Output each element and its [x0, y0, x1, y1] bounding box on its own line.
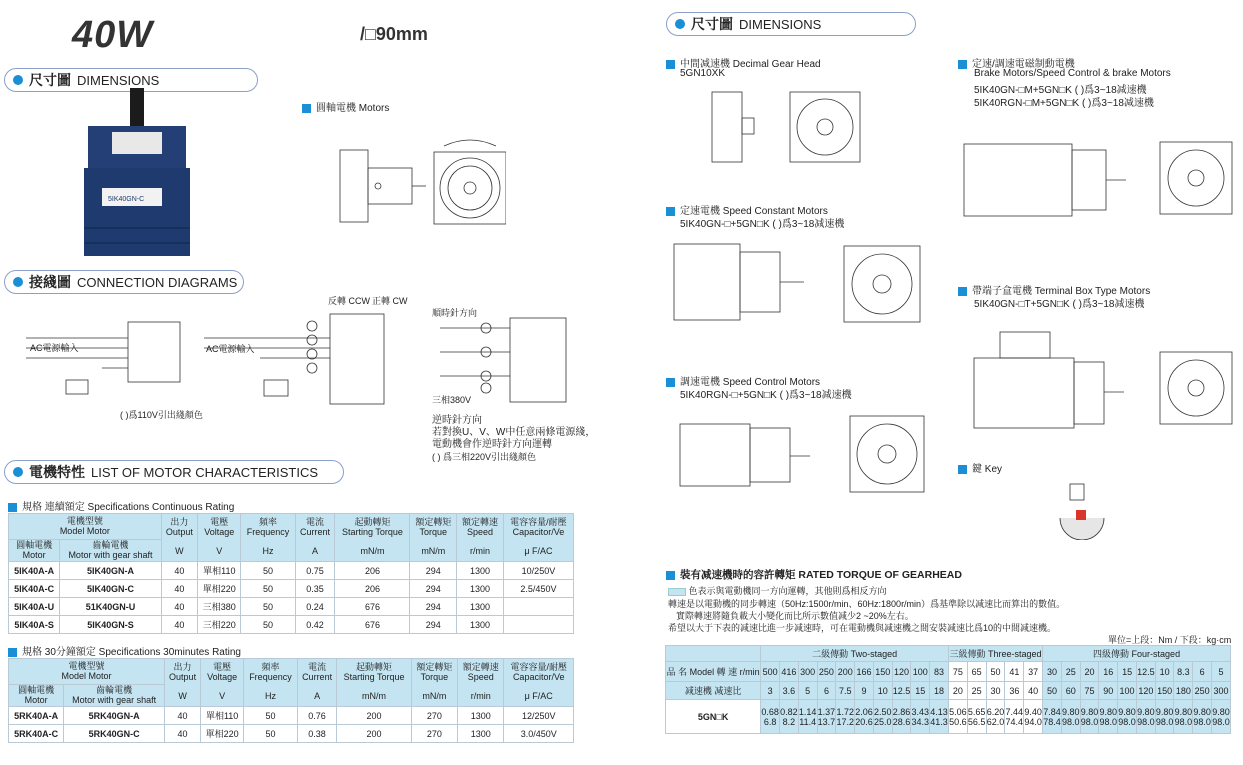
torque-cell — [1061, 700, 1080, 734]
torque-kgcm: 74.4 — [1005, 716, 1024, 727]
table-cell: 三相380 — [198, 598, 241, 616]
torque-cell — [873, 700, 892, 734]
torque-cell — [836, 700, 855, 734]
pill-en: DIMENSIONS — [77, 72, 160, 88]
torque-kgcm: 28.6 — [892, 716, 911, 727]
torque-kgcm: 6.8 — [763, 716, 777, 727]
torque-nm: 5.65 — [967, 706, 986, 717]
ratio-cell: 120 — [1136, 682, 1155, 700]
torque-nm: 9.80 — [1212, 706, 1230, 717]
speed-cell: 166 — [855, 662, 874, 682]
connection-diagram-single-phase — [22, 318, 182, 402]
torque-nm: 9.80 — [1099, 706, 1118, 717]
torque-nm: 9.40 — [1024, 706, 1042, 717]
square-bullet-icon — [666, 60, 675, 69]
table-cell: 200 — [337, 707, 411, 725]
torque-nm: 1.37 — [817, 706, 836, 717]
ratio-cell: 60 — [1061, 682, 1080, 700]
table-cell: 0.76 — [297, 707, 337, 725]
table-cell: 5IK40A-S — [9, 616, 60, 634]
torque-cell — [1136, 700, 1155, 734]
table-cell: 200 — [337, 725, 411, 743]
bullet-icon — [13, 277, 23, 287]
torque-nm: 6.20 — [986, 706, 1005, 717]
speed-cell: 41 — [1005, 662, 1024, 682]
torque-kgcm: 8.2 — [782, 716, 796, 727]
ratio-cell: 250 — [1193, 682, 1212, 700]
table-cell: 294 — [410, 562, 457, 580]
torque-note-1: 色表示與電動機同一方向運轉，其他則爲相反方向 — [668, 584, 887, 597]
table-cell: 40 — [161, 562, 197, 580]
speed-cell: 6 — [1193, 662, 1212, 682]
speed-cell: 15 — [1118, 662, 1137, 682]
round-shaft-label: 圓軸電機 Motors — [302, 99, 389, 114]
torque-cell — [892, 700, 911, 734]
torque-nm: 9.80 — [1174, 706, 1193, 717]
ratio-cell: 3 — [761, 682, 780, 700]
table-row — [9, 562, 574, 580]
table-row — [9, 707, 574, 725]
bullet-icon — [675, 19, 685, 29]
torque-nm: 1.14 — [798, 706, 817, 717]
torque-cell — [1005, 700, 1024, 734]
ratio-cell: 18 — [930, 682, 949, 700]
table-cell: 5IK40A-C — [9, 580, 60, 598]
table-cell: 206 — [335, 562, 410, 580]
torque-kgcm: 98.0 — [1080, 716, 1099, 727]
speed-cell: 20 — [1080, 662, 1099, 682]
bullet-icon — [13, 467, 23, 477]
speed-cell: 16 — [1099, 662, 1118, 682]
torque-cell — [986, 700, 1005, 734]
table-cell: 單相220 — [201, 725, 244, 743]
table-cell: 5IK40GN-S — [60, 616, 161, 634]
table-cell: 5IK40GN-C — [60, 580, 161, 598]
torque-unit: 單位=上段：Nm / 下段：kg·cm — [1108, 635, 1232, 645]
speed-cell: 150 — [873, 662, 892, 682]
table-row — [9, 598, 574, 616]
motor-nameplate: 5IK40GN-C — [108, 196, 145, 203]
table-row — [9, 580, 574, 598]
reverse-note-3: ( ) 爲三相220V引出綫顏色 — [432, 452, 537, 462]
ratio-cell: 75 — [1080, 682, 1099, 700]
table-row — [9, 725, 574, 743]
continuous-title: 規格 連續額定 Specifications Continuous Rating — [8, 498, 234, 513]
ratio-cell: 36 — [1005, 682, 1024, 700]
torque-cell — [817, 700, 836, 734]
ratio-cell: 6 — [817, 682, 836, 700]
torque-cell — [967, 700, 986, 734]
square-bullet-icon — [8, 503, 17, 512]
torque-cell — [911, 700, 930, 734]
torque-nm: 9.80 — [1137, 706, 1155, 717]
ratio-cell: 12.5 — [892, 682, 911, 700]
group-two-stage: 二級傳動 Two-staged — [761, 646, 949, 662]
speed-cell: 250 — [817, 662, 836, 682]
square-bullet-icon — [666, 378, 675, 387]
speed-cell: 300 — [798, 662, 817, 682]
table-cell: 40 — [164, 725, 200, 743]
torque-table — [665, 645, 1231, 734]
table-cell: 676 — [335, 616, 410, 634]
table-cell: 50 — [241, 580, 295, 598]
table-cell: 5RK40A-C — [9, 725, 64, 743]
ratio-cell: 25 — [967, 682, 986, 700]
table-cell: 1300 — [457, 616, 504, 634]
torque-cell — [855, 700, 874, 734]
decimal-head-model: 5GN10XK — [680, 68, 726, 79]
terminal-box-drawing — [960, 322, 1240, 442]
speed-control-title: 調速電機 Speed Control Motors — [666, 373, 820, 388]
wire-color-note: ( )爲110V引出綫顏色 — [120, 410, 203, 420]
table-cell: 三相220 — [198, 616, 241, 634]
table-cell: 0.75 — [295, 562, 335, 580]
gearhead-model: 5GN□K — [666, 700, 761, 734]
torque-kgcm: 50.6 — [949, 716, 967, 727]
torque-nm: 9.80 — [1118, 706, 1136, 717]
torque-kgcm: 98.0 — [1212, 716, 1230, 727]
table-cell: 5IK40A-A — [9, 562, 60, 580]
torque-cell — [1099, 700, 1118, 734]
torque-nm: 2.06 — [855, 706, 873, 717]
round-shaft-drawing — [326, 128, 506, 236]
torque-nm: 9.80 — [1080, 706, 1099, 717]
torque-kgcm: 98.0 — [1193, 716, 1211, 727]
speed-control-model: 5IK40RGN-□+5GN□K ( )爲3~18减速機 — [680, 390, 852, 401]
connection-pill: 接綫圖 CONNECTION DIAGRAMS — [4, 270, 244, 294]
table-cell: 5RK40A-A — [9, 707, 64, 725]
square-bullet-icon — [958, 287, 967, 296]
table-cell: 50 — [244, 725, 298, 743]
three-phase-label: 三相380V — [432, 395, 472, 405]
torque-nm: 9.80 — [1155, 706, 1174, 717]
torque-nm: 9.80 — [1062, 706, 1080, 717]
reverse-note-1: 若對換U、V、W中任意兩條電源綫， — [432, 427, 596, 438]
ratio-cell: 150 — [1155, 682, 1174, 700]
torque-cell — [761, 700, 780, 734]
torque-kgcm: 13.7 — [817, 716, 836, 727]
clockwise-label: 順時針方向 — [432, 308, 478, 318]
table-cell: 40 — [161, 598, 197, 616]
torque-note-3: 實際轉速將隨負載大小變化而比所示數值减少2 ~20%左右。 — [676, 611, 914, 621]
torque-nm: 7.44 — [1005, 706, 1024, 717]
table-cell: 單相110 — [198, 562, 241, 580]
table-cell: 1300 — [457, 598, 504, 616]
speed-cell: 10 — [1155, 662, 1174, 682]
continuous-table: 電機型號 Model Motor 出力 Output W 電壓 Voltage V 頻率 Frequency Hz 電流 Current A 起動轉矩 Starting Torque mN/m 額定轉矩 Torque mN/m 額定轉速 Speed r/min 電容容量/耐壓 Capacitor/Ve μ F/AC 圓軸電機 Motor 齒輪電機 Motor with gear shaft 5IK40A-A 5IK40GN-A 40 單相110 50 0.75 206 294 1300 10/250V 5IK40A-C 5IK40GN-C 40 單相220 50 0.35 206 294 1300 2.5/450V 5IK40A-U 51K40GN-U 40 三相380 50 0.24 676 294 1300 5IK40A-S 5IK40GN-S 40 三相220 50 0.42 676 294 1300 — [8, 513, 574, 634]
table-cell: 294 — [410, 598, 457, 616]
table-cell: 50 — [241, 562, 295, 580]
table-cell: 40 — [161, 580, 197, 598]
forward-label: 正轉 CW — [372, 296, 408, 306]
torque-nm: 2.50 — [873, 706, 892, 717]
reverse-label: 反轉 CCW — [328, 296, 370, 306]
square-bullet-icon — [8, 648, 17, 657]
torque-kgcm: 56.5 — [967, 716, 986, 727]
torque-nm: 2.86 — [892, 706, 911, 717]
torque-cell — [1080, 700, 1099, 734]
torque-kgcm: 11.4 — [799, 716, 817, 727]
table-cell: 5IK40GN-A — [60, 562, 161, 580]
torque-cell — [1043, 700, 1062, 734]
torque-nm: 4.13 — [930, 706, 948, 717]
terminal-box-model: 5IK40GN-□T+5GN□K ( )爲3~18减速機 — [974, 299, 1145, 310]
model-speed-header: 品 名 Model 轉 速 r/min — [666, 662, 761, 682]
table-cell: 270 — [411, 707, 457, 725]
characteristics-pill: 電機特性 LIST OF MOTOR CHARACTERISTICS — [4, 460, 344, 484]
brake-subtitle: Brake Motors/Speed Control & brake Motors — [974, 68, 1171, 79]
torque-cell — [1174, 700, 1193, 734]
table-cell: 1300 — [458, 725, 504, 743]
table-cell: 40 — [161, 616, 197, 634]
terminal-box-title: 帶端子盒電機 Terminal Box Type Motors — [958, 282, 1150, 297]
table-cell — [503, 616, 573, 634]
torque-kgcm: 41.3 — [930, 716, 948, 727]
torque-kgcm: 98.0 — [1137, 716, 1155, 727]
table-cell: 270 — [411, 725, 457, 743]
torque-nm: 0.82 — [780, 706, 798, 717]
ratio-cell: 40 — [1024, 682, 1043, 700]
torque-kgcm: 98.0 — [1099, 716, 1118, 727]
torque-kgcm: 98.0 — [1174, 716, 1193, 727]
torque-note-4: 希望以大于下表的减速比進一步减速時，可在電動機與减速機之間安裝减速比爲10的中間减速機。 — [668, 623, 1057, 633]
torque-kgcm: 98.0 — [1062, 716, 1080, 727]
table-cell: 3.0/450V — [504, 725, 574, 743]
torque-nm: 5.06 — [949, 706, 967, 717]
decimal-head-title: 中間减速機 Decimal Gear Head — [666, 55, 821, 70]
ratio-cell: 30 — [986, 682, 1005, 700]
torque-kgcm: 78.4 — [1043, 716, 1061, 727]
decimal-head-drawing — [700, 88, 870, 180]
table-cell: 40 — [164, 707, 200, 725]
torque-nm: 0.68 — [761, 706, 779, 717]
table-cell: 5RK40GN-A — [64, 707, 165, 725]
thirty-title: 規格 30分鐘額定 Specifications 30minutes Rating — [8, 643, 241, 658]
ratio-cell: 100 — [1118, 682, 1137, 700]
ratio-cell: 7.5 — [836, 682, 855, 700]
speed-cell: 75 — [948, 662, 967, 682]
table-cell: 12/250V — [504, 707, 574, 725]
torque-cell — [1212, 700, 1231, 734]
speed-constant-model: 5IK40GN-□+5GN□K ( )爲3~18减速機 — [680, 219, 845, 230]
square-bullet-icon — [666, 571, 675, 580]
speed-cell: 8.3 — [1174, 662, 1193, 682]
torque-cell — [798, 700, 817, 734]
speed-cell: 100 — [911, 662, 930, 682]
table-cell: 0.42 — [295, 616, 335, 634]
speed-cell: 500 — [761, 662, 780, 682]
torque-kgcm: 62.0 — [986, 716, 1005, 727]
table-row — [9, 616, 574, 634]
torque-cell — [780, 700, 799, 734]
speed-cell: 12.5 — [1136, 662, 1155, 682]
table-cell: 5RK40GN-C — [64, 725, 165, 743]
ratio-cell: 300 — [1212, 682, 1231, 700]
table-cell: 單相220 — [198, 580, 241, 598]
torque-cell — [948, 700, 967, 734]
square-bullet-icon — [666, 207, 675, 216]
table-cell: 294 — [410, 580, 457, 598]
table-cell: 5IK40A-U — [9, 598, 60, 616]
table-cell — [503, 598, 573, 616]
brake-title: 定速/調速電磁制動電機 — [958, 55, 1075, 70]
speed-cell: 5 — [1212, 662, 1231, 682]
speed-constant-drawing — [664, 232, 934, 336]
table-cell: 51K40GN-U — [60, 598, 161, 616]
table-cell: 10/250V — [503, 562, 573, 580]
torque-cell — [1193, 700, 1212, 734]
torque-cell — [1118, 700, 1137, 734]
ratio-cell: 15 — [911, 682, 930, 700]
torque-cell — [1155, 700, 1174, 734]
torque-kgcm: 98.0 — [1155, 716, 1174, 727]
right-dimensions-pill: 尺寸圖 DIMENSIONS — [666, 12, 916, 36]
table-cell: 50 — [241, 616, 295, 634]
ac-input-label-2: AC電源輸入 — [206, 344, 255, 354]
thirty-min-table: 電機型號 Model Motor 出力 Output W 電壓 Voltage V 頻率 Frequency Hz 電流 Current A 起動轉矩 Starting Torque mN/m 額定轉矩 Torque mN/m 額定轉速 Speed r/min 電容容量/耐壓 Capacitor/Ve μ F/AC 圓軸電機 Motor 齒輪電機 Motor with gear shaft 5RK40A-A 5RK40GN-A 40 單相110 50 0.76 200 270 1300 12/250V 5RK40A-C 5RK40GN-C 40 單相220 50 0.38 200 270 1300 3.0/450V — [8, 658, 574, 743]
torque-kgcm: 98.0 — [1118, 716, 1136, 727]
brake-model-1: 5IK40GN-□M+5GN□K ( )爲3~18减速機 — [974, 85, 1147, 96]
table-cell: 50 — [241, 598, 295, 616]
reverse-direction-title: 逆時針方向 — [432, 415, 482, 426]
torque-title: 裝有减速機時的容許轉矩 RATED TORQUE OF GEARHEAD — [666, 567, 962, 582]
speed-cell: 83 — [930, 662, 949, 682]
ratio-cell: 90 — [1099, 682, 1118, 700]
ratio-cell: 50 — [1043, 682, 1062, 700]
square-bullet-icon — [958, 465, 967, 474]
ac-input-label: AC電源輸入 — [30, 343, 79, 353]
ratio-cell: 20 — [948, 682, 967, 700]
torque-kgcm: 17.2 — [836, 716, 854, 727]
brake-model-2: 5IK40RGN-□M+5GN□K ( )爲3~18减速機 — [974, 98, 1154, 109]
group-three-stage: 三級傳動 Three-staged — [948, 646, 1042, 662]
motor-photo — [82, 88, 192, 258]
square-bullet-icon — [958, 60, 967, 69]
torque-nm: 1.72 — [836, 706, 854, 717]
torque-cell — [930, 700, 949, 734]
page-title: 40W — [72, 14, 154, 56]
ratio-cell: 180 — [1174, 682, 1193, 700]
ratio-cell: 3.6 — [780, 682, 799, 700]
table-cell: 206 — [335, 580, 410, 598]
ratio-cell: 10 — [873, 682, 892, 700]
torque-kgcm: 94.0 — [1024, 716, 1042, 727]
torque-kgcm: 34.3 — [911, 716, 930, 727]
speed-cell: 30 — [1043, 662, 1062, 682]
bullet-icon — [13, 75, 23, 85]
ratio-cell: 5 — [798, 682, 817, 700]
square-bullet-icon — [302, 104, 311, 113]
pill-zh: 尺寸圖 — [29, 72, 71, 88]
table-cell: 676 — [335, 598, 410, 616]
table-cell: 294 — [410, 616, 457, 634]
legend-swatch — [668, 588, 686, 596]
brake-drawing — [954, 124, 1234, 252]
table-cell: 單相110 — [201, 707, 244, 725]
torque-note-2: 轉速是以電動機的同步轉速（50Hz:1500r/min、60Hz:1800r/min）爲基準除以减速比而算出的數值。 — [668, 599, 1066, 609]
key-title: 鍵 Key — [958, 460, 1002, 475]
frame-size: /□90mm — [360, 24, 428, 44]
speed-cell: 416 — [780, 662, 799, 682]
reverse-note-2: 電動機會作逆時針方向運轉 — [432, 439, 552, 450]
torque-kgcm: 20.6 — [855, 716, 873, 727]
torque-nm: 9.80 — [1193, 706, 1211, 717]
speed-cell: 200 — [836, 662, 855, 682]
table-cell: 1300 — [457, 580, 504, 598]
table-cell: 0.38 — [297, 725, 337, 743]
speed-constant-title: 定速電機 Speed Constant Motors — [666, 202, 828, 217]
key-drawing — [1040, 470, 1130, 540]
table-cell: 0.24 — [295, 598, 335, 616]
table-cell: 2.5/450V — [503, 580, 573, 598]
table-cell: 0.35 — [295, 580, 335, 598]
table-cell: 1300 — [458, 707, 504, 725]
table-cell: 1300 — [457, 562, 504, 580]
torque-kgcm: 25.0 — [873, 716, 892, 727]
group-four-stage: 四級傳動 Four-staged — [1043, 646, 1231, 662]
ratio-header: 减速機 减速比 — [666, 682, 761, 700]
speed-cell: 120 — [892, 662, 911, 682]
ratio-cell: 9 — [855, 682, 874, 700]
speed-control-drawing — [660, 404, 934, 506]
torque-nm: 7.84 — [1043, 706, 1061, 717]
speed-cell: 37 — [1024, 662, 1043, 682]
speed-cell: 50 — [986, 662, 1005, 682]
speed-cell: 65 — [967, 662, 986, 682]
speed-cell: 25 — [1061, 662, 1080, 682]
table-cell: 50 — [244, 707, 298, 725]
torque-cell — [1024, 700, 1043, 734]
torque-nm: 3.43 — [911, 706, 930, 717]
